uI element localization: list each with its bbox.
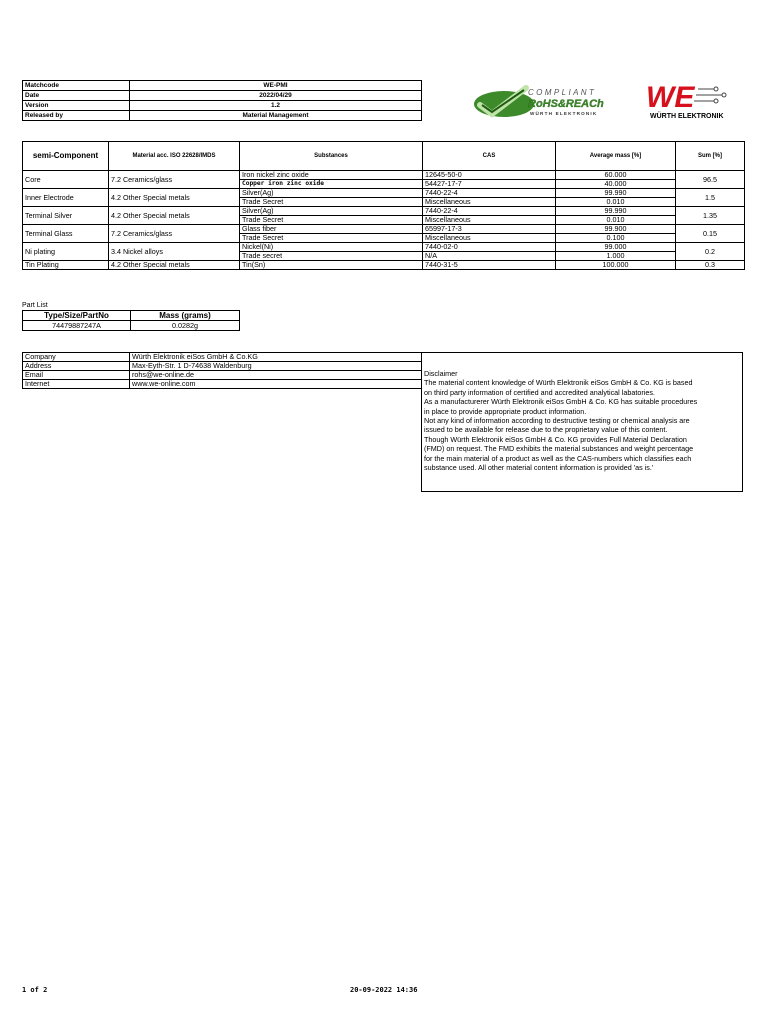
part-list-header-row xyxy=(23,311,240,321)
component-cell: Terminal Silver xyxy=(23,207,109,225)
header-material: Material acc. ISO 22628/IMDS xyxy=(109,142,240,171)
substance-cell: Trade Secret xyxy=(240,234,423,243)
component-cell: Ni plating xyxy=(23,243,109,261)
header-value: 1.2 xyxy=(130,101,422,111)
disclaimer-line: in place to provide appropriate product information. xyxy=(424,406,587,416)
mass-cell: 99.000 xyxy=(556,243,676,252)
cas-cell: Miscellaneous xyxy=(423,198,556,207)
mass-cell: 99.990 xyxy=(556,189,676,198)
header-sum: Sum [%] xyxy=(676,142,745,171)
header-value: WE-PMI xyxy=(130,81,422,91)
material-cell: 4.2 Other Special metals xyxy=(109,189,240,207)
disclaimer-line: (FMD) on request. The FMD exhibits the material substances and weight percentage xyxy=(424,444,694,454)
sum-cell: 1.35 xyxy=(676,207,745,225)
mass-cell: 40.000 xyxy=(556,180,676,189)
company-value: Würth Elektronik eiSos GmbH & Co.KG xyxy=(130,353,422,362)
wurth-elektronik-logo xyxy=(642,80,732,122)
mass-cell: 0.010 xyxy=(556,216,676,225)
header-row-version xyxy=(23,101,422,111)
rohs-reach-compliant-logo xyxy=(472,84,632,120)
part-number-cell: 74479887247A xyxy=(23,321,131,331)
disclaimer-line: issued to be available for release due to the proprietary value of this content. xyxy=(424,425,668,435)
internet-row xyxy=(23,380,422,389)
header-semi-component: semi-Component xyxy=(23,142,109,171)
component-cell: Tin Plating xyxy=(23,261,109,270)
compliant-text: COMPLIANT xyxy=(528,88,597,97)
substance-cell: Trade Secret xyxy=(240,216,423,225)
company-label: Company xyxy=(23,353,130,362)
cas-cell: 65997-17-3 xyxy=(423,225,556,234)
cas-cell: 54427-17-7 xyxy=(423,180,556,189)
disclaimer-line: substance used. All other material content information is provided 'as is.' xyxy=(424,463,654,473)
material-cell: 7.2 Ceramics/glass xyxy=(109,225,240,243)
page-number: 1 of 2 xyxy=(22,986,48,994)
sum-cell: 0.15 xyxy=(676,225,745,243)
company-info-table xyxy=(22,352,422,389)
mass-cell: 99.900 xyxy=(556,225,676,234)
material-cell: 7.2 Ceramics/glass xyxy=(109,171,240,189)
disclaimer-line: Though Würth Elektronik eiSos GmbH & Co. KG provides Full Material Declaration xyxy=(424,434,687,444)
part-list-header-type: Type/Size/PartNo xyxy=(23,311,131,321)
substance-cell: Tin(Sn) xyxy=(240,261,423,270)
cas-cell: 7440-02-0 xyxy=(423,243,556,252)
header-row-date xyxy=(23,91,422,101)
material-composition-table xyxy=(22,141,745,270)
table-row xyxy=(23,171,745,180)
part-list-header-mass: Mass (grams) xyxy=(131,311,240,321)
part-list-row xyxy=(23,321,240,331)
mass-cell: 60.000 xyxy=(556,171,676,180)
table-row xyxy=(23,207,745,216)
disclaimer-line: for the main material of a product as well as the CAS-numbers which classifies each xyxy=(424,453,692,463)
cas-cell: 12645-50-0 xyxy=(423,171,556,180)
sum-cell: 96.5 xyxy=(676,171,745,189)
table-row xyxy=(23,189,745,198)
email-row xyxy=(23,371,422,380)
mass-cell: 100.000 xyxy=(556,261,676,270)
disclaimer-line: on third party information of certified and accredited analytical labatories. xyxy=(424,387,655,397)
header-row-matchcode xyxy=(23,81,422,91)
cas-cell: 7440-22-4 xyxy=(423,189,556,198)
sum-cell: 1.5 xyxy=(676,189,745,207)
component-cell: Terminal Glass xyxy=(23,225,109,243)
material-cell: 3.4 Nickel alloys xyxy=(109,243,240,261)
cas-cell: N/A xyxy=(423,252,556,261)
header-info-table xyxy=(22,80,422,121)
header-value: 2022/04/29 xyxy=(130,91,422,101)
cas-cell: 7440-31-5 xyxy=(423,261,556,270)
header-value: Material Management xyxy=(130,111,422,121)
internet-label: Internet xyxy=(23,380,130,389)
we-name: WÜRTH ELEKTRONIK xyxy=(650,113,724,120)
sum-cell: 0.3 xyxy=(676,261,745,270)
header-label: Date xyxy=(23,91,130,101)
component-cell: Inner Electrode xyxy=(23,189,109,207)
header-label: Released by xyxy=(23,111,130,121)
material-cell: 4.2 Other Special metals xyxy=(109,207,240,225)
we-mark: WE xyxy=(646,81,695,114)
mass-cell: 1.000 xyxy=(556,252,676,261)
disclaimer-line: The material content knowledge of Würth Elektronik eiSos GmbH & Co. KG is based xyxy=(424,378,693,388)
mass-cell: 99.990 xyxy=(556,207,676,216)
substance-cell: Silver(Ag) xyxy=(240,207,423,216)
address-row xyxy=(23,362,422,371)
email-value: rohs@we-online.de xyxy=(130,371,422,380)
internet-value: www.we-online.com xyxy=(130,380,422,389)
part-list-table xyxy=(22,310,240,331)
wurth-small-text: WÜRTH ELEKTRONIK xyxy=(530,111,598,116)
component-cell: Core xyxy=(23,171,109,189)
disclaimer-box xyxy=(421,352,743,492)
table-row xyxy=(23,261,745,270)
substance-cell: Nickel(Ni) xyxy=(240,243,423,252)
part-list-title: Part List xyxy=(22,302,48,309)
disclaimer-line: As a manufacturerer Würth Elektronik eiSos GmbH & Co. KG has suitable procedures xyxy=(424,397,698,407)
address-value: Max-Eyth-Str. 1 D-74638 Waldenburg xyxy=(130,362,422,371)
substance-cell: Glass fiber xyxy=(240,225,423,234)
substance-cell: Trade secret xyxy=(240,252,423,261)
email-label: Email xyxy=(23,371,130,380)
table-row xyxy=(23,243,745,252)
substance-cell: Silver(Ag) xyxy=(240,189,423,198)
substance-cell: Iron nickel zinc oxide xyxy=(240,171,423,180)
header-cas: CAS xyxy=(423,142,556,171)
substance-cell: Copper iron zinc oxide xyxy=(240,180,423,189)
header-substances: Substances xyxy=(240,142,423,171)
cas-cell: Miscellaneous xyxy=(423,216,556,225)
print-timestamp: 20-09-2022 14:36 xyxy=(350,986,418,994)
mass-cell: 0.100 xyxy=(556,234,676,243)
address-label: Address xyxy=(23,362,130,371)
mass-cell: 0.010 xyxy=(556,198,676,207)
cas-cell: Miscellaneous xyxy=(423,234,556,243)
substance-cell: Trade Secret xyxy=(240,198,423,207)
disclaimer-line: Not any kind of information according to destructive testing or chemical analysis are xyxy=(424,416,690,426)
header-row-released-by xyxy=(23,111,422,121)
disclaimer-title: Disclaimer xyxy=(424,369,458,378)
part-mass-cell: 0.0282g xyxy=(131,321,240,331)
rohs-reach-text: RoHS&REACh xyxy=(528,98,604,110)
header-label: Matchcode xyxy=(23,81,130,91)
table-row xyxy=(23,225,745,234)
cas-cell: 7440-22-4 xyxy=(423,207,556,216)
circuit-lines-icon xyxy=(694,87,726,103)
table-header-row xyxy=(23,142,745,171)
header-average-mass: Average mass [%] xyxy=(556,142,676,171)
header-label: Version xyxy=(23,101,130,111)
sum-cell: 0.2 xyxy=(676,243,745,261)
material-cell: 4.2 Other Special metals xyxy=(109,261,240,270)
